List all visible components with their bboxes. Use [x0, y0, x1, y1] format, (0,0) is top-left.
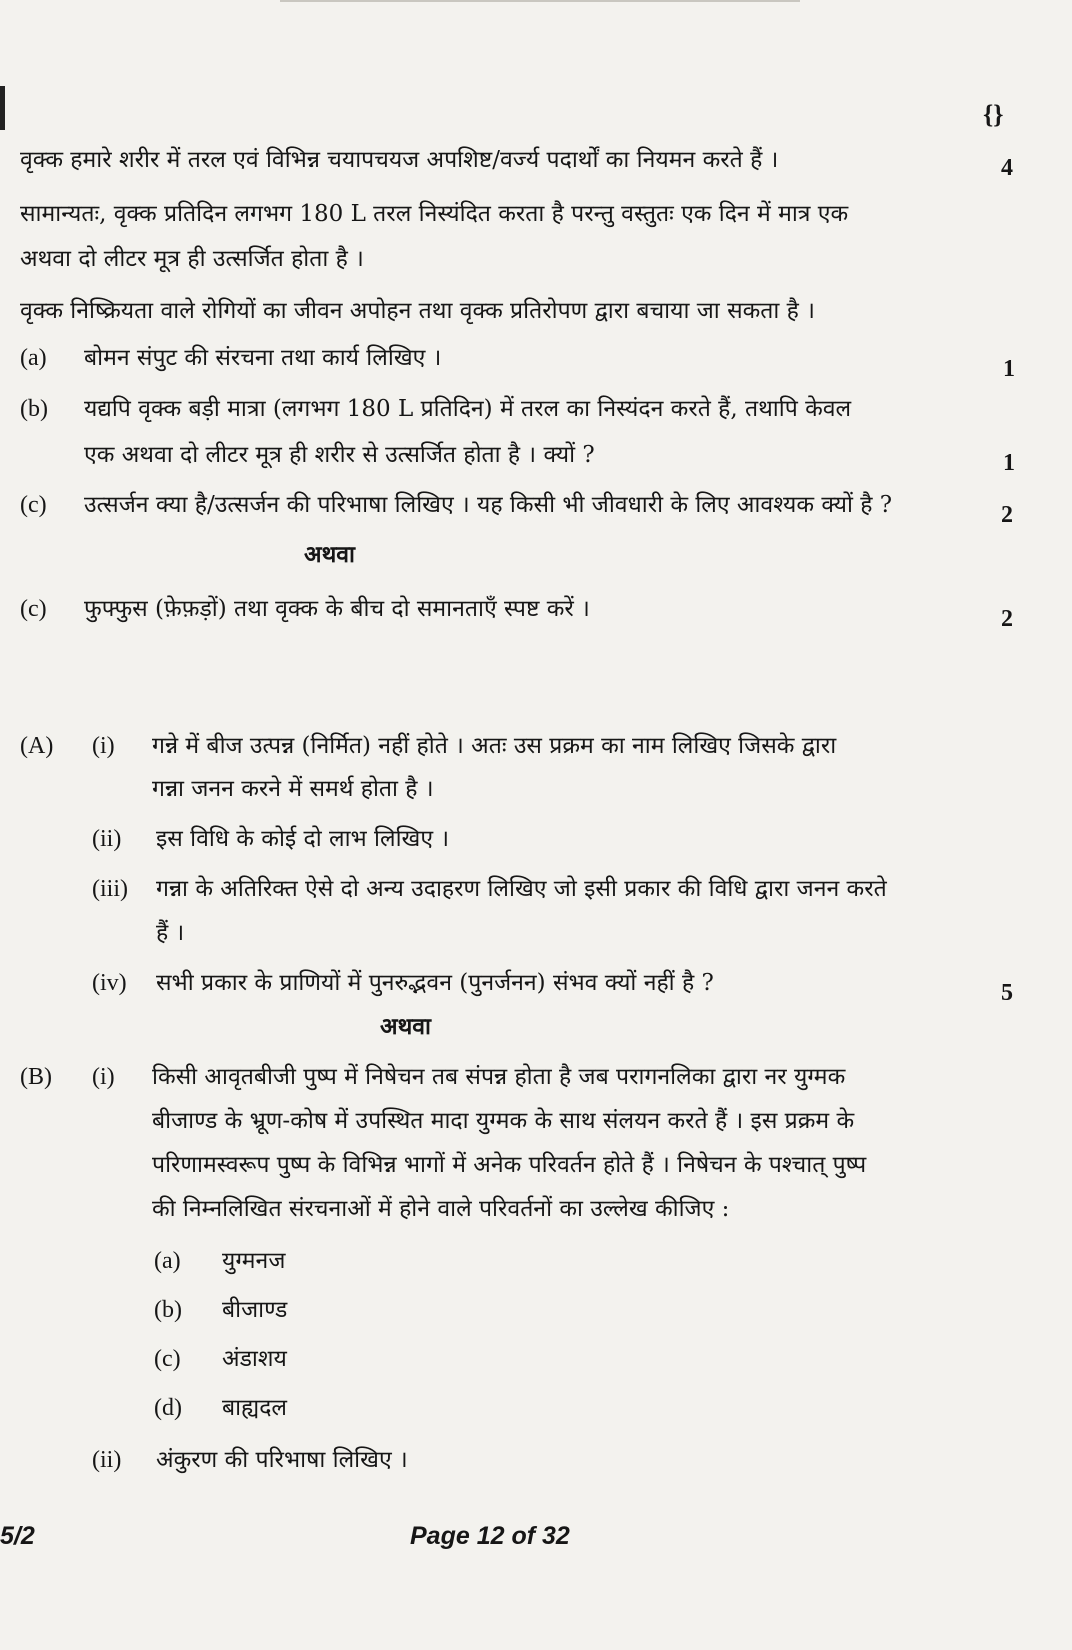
top-edge-line [280, 0, 800, 2]
q2-i-text-2: गन्ना जनन करने में समर्थ होता है । [152, 776, 434, 802]
q1-b-marks: 1 [1003, 450, 1015, 476]
q2-sub-a-text: युग्मनज [222, 1248, 286, 1274]
q1-c2-text: फुफ्फुस (फ़ेफ़ड़ों) तथा वृक्क के बीच दो समानताएँ स्पष्ट करें । [84, 596, 590, 622]
q2-sub-d-label: (d) [154, 1395, 182, 1421]
q2-Bi-text-1: किसी आवृतबीजी पुष्प में निषेचन तब संपन्न होता है जब परागनलिका द्वारा नर युग्मक [152, 1064, 846, 1090]
q2-sub-a-label: (a) [154, 1248, 181, 1274]
q2-marks: 5 [1001, 980, 1013, 1006]
q2-sub-c-text: अंडाशय [222, 1346, 287, 1372]
q2-iii-label: (iii) [92, 876, 128, 902]
q2-B-label: (B) [20, 1064, 52, 1090]
q2-sub-b-label: (b) [154, 1297, 182, 1323]
q2-i-label: (i) [92, 733, 115, 759]
passage-line-1: वृक्क हमारे शरीर में तरल एवं विभिन्न चयापचयज अपशिष्ट/वर्ज्य पदार्थों का नियमन करते हैं । [20, 147, 779, 173]
passage-line-3: अथवा दो लीटर मूत्र ही उत्सर्जित होता है । [20, 246, 364, 272]
q2-Bi-text-3: परिणामस्वरूप पुष्प के विभिन्न भागों में अनेक परिवर्तन होते हैं । निषेचन के पश्चात् पुष्प [152, 1152, 867, 1178]
q2-or: अथवा [380, 1013, 432, 1040]
q1-b-label: (b) [20, 396, 48, 422]
q2-Bii-label: (ii) [92, 1447, 122, 1473]
footer-page-number: Page 12 of 32 [410, 1522, 570, 1550]
q1-c2-label: (c) [20, 596, 47, 622]
q1-or: अथवा [304, 541, 356, 568]
q1-a-label: (a) [20, 345, 47, 371]
q2-sub-d-text: बाह्यदल [222, 1395, 287, 1421]
passage-marks: 4 [1001, 155, 1013, 181]
q1-c-text: उत्सर्जन क्या है/उत्सर्जन की परिभाषा लिखिए । यह किसी भी जीवधारी के लिए आवश्यक क्यों है ? [84, 492, 893, 518]
binding-edge-mark [0, 86, 5, 130]
q2-iv-label: (iv) [92, 970, 127, 996]
q2-sub-b-text: बीजाण्ड [222, 1297, 288, 1323]
q1-c-marks: 2 [1001, 502, 1013, 528]
q2-ii-label: (ii) [92, 826, 122, 852]
header-braces: {} [983, 100, 1004, 129]
passage-line-2: सामान्यतः, वृक्क प्रतिदिन लगभग 180 L तरल निस्यंदित करता है परन्तु वस्तुतः एक दिन में मात्र एक [20, 201, 849, 227]
q2-Bi-label: (i) [92, 1064, 115, 1090]
footer-code: 5/2 [0, 1522, 35, 1550]
q2-iii-text-1: गन्ना के अतिरिक्त ऐसे दो अन्य उदाहरण लिखिए जो इसी प्रकार की विधि द्वारा जनन करते [156, 876, 887, 902]
q1-a-text: बोमन संपुट की संरचना तथा कार्य लिखिए । [84, 345, 442, 371]
q2-ii-text: इस विधि के कोई दो लाभ लिखिए । [156, 826, 450, 852]
q1-b-text-2: एक अथवा दो लीटर मूत्र ही शरीर से उत्सर्जित होता है । क्यों ? [84, 442, 595, 468]
q2-A-label: (A) [20, 733, 54, 759]
q1-b-text-1: यद्यपि वृक्क बड़ी मात्रा (लगभग 180 L प्रतिदिन) में तरल का निस्यंदन करते हैं, तथापि केवल [84, 396, 852, 422]
passage-line-4: वृक्क निष्क्रियता वाले रोगियों का जीवन अपोहन तथा वृक्क प्रतिरोपण द्वारा बचाया जा सकता है । [20, 298, 815, 324]
q2-iii-text-2: हैं । [156, 920, 185, 946]
q2-sub-c-label: (c) [154, 1346, 181, 1372]
q2-Bi-text-4: की निम्नलिखित संरचनाओं में होने वाले परिवर्तनों का उल्लेख कीजिए : [152, 1196, 730, 1222]
q2-Bi-text-2: बीजाण्ड के भ्रूण-कोष में उपस्थित मादा युग्मक के साथ संलयन करते हैं । इस प्रक्रम के [152, 1108, 855, 1134]
q2-Bii-text: अंकुरण की परिभाषा लिखिए । [156, 1447, 408, 1473]
q2-i-text-1: गन्ने में बीज उत्पन्न (निर्मित) नहीं होते । अतः उस प्रक्रम का नाम लिखिए जिसके द्वारा [152, 733, 837, 759]
q2-iv-text: सभी प्रकार के प्राणियों में पुनरुद्भवन (पुनर्जनन) संभव क्यों नहीं है ? [156, 970, 714, 996]
q1-c2-marks: 2 [1001, 606, 1013, 632]
q1-a-marks: 1 [1003, 356, 1015, 382]
q1-c-label: (c) [20, 492, 47, 518]
